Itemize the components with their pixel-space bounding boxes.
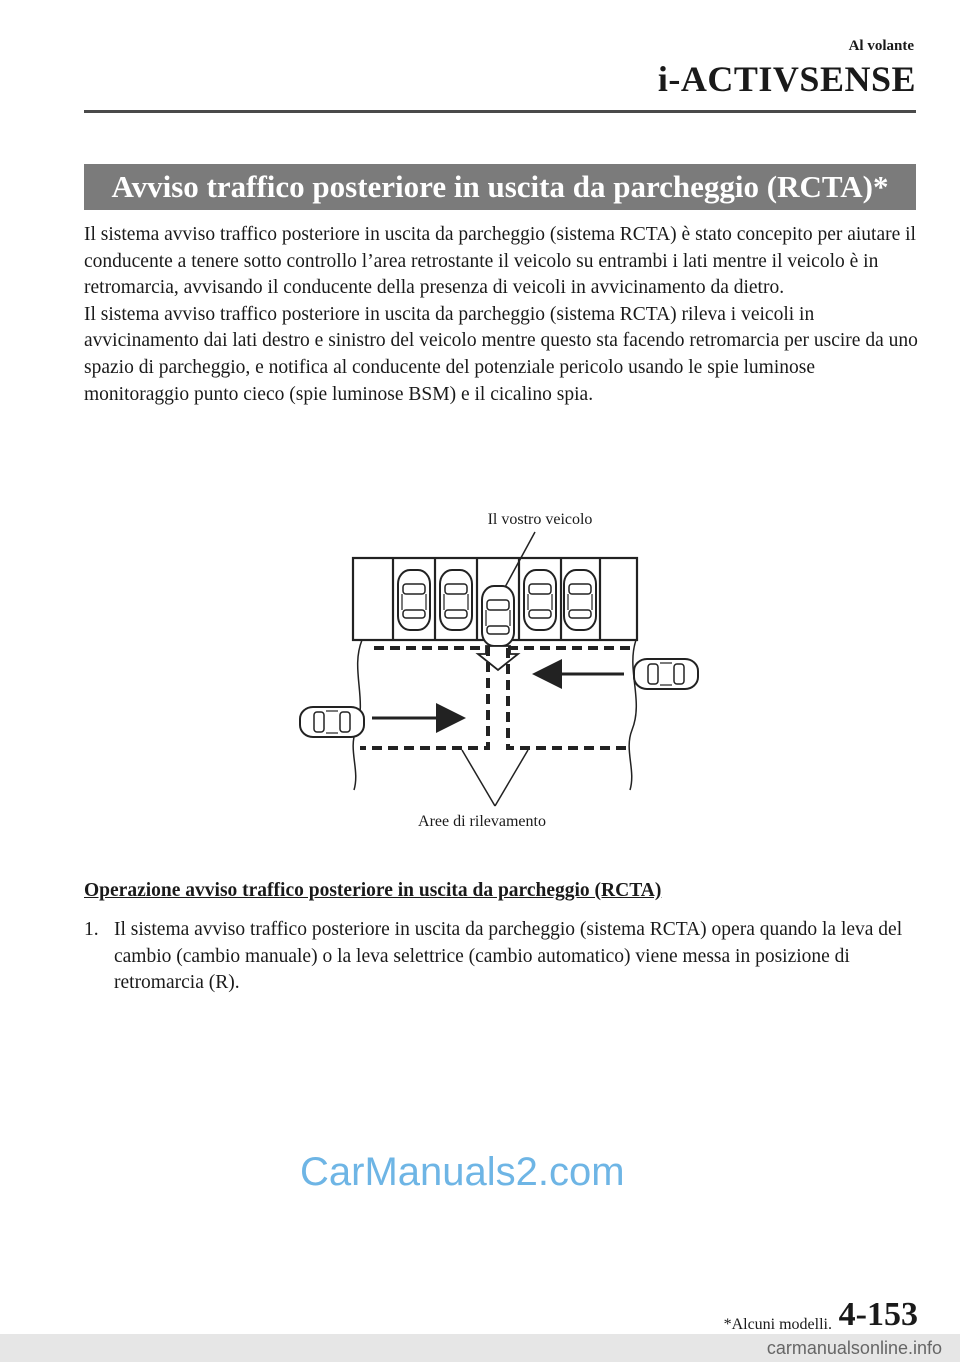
list-item	[84, 917, 920, 997]
header-divider	[84, 110, 916, 113]
operation-heading: Operazione avviso traffico posteriore in uscita da parcheggio (RCTA)	[84, 880, 662, 901]
footer-site-link[interactable]: carmanualsonline.info	[766, 1338, 942, 1358]
intro-text	[84, 222, 920, 408]
footnote: *Alcuni modelli.	[723, 1316, 832, 1333]
step-text: Il sistema avviso traffico posteriore in uscita da parcheggio (sistema RCTA) opera quando la leva del cambio (cambio manuale) o la leva selettrice (cambio automatico) viene messa in posizione di retromarcia (R).	[114, 919, 903, 994]
page-number: 4-153	[838, 1296, 918, 1333]
intro-paragraph-1: Il sistema avviso traffico posteriore in uscita da parcheggio (sistema RCTA) è stato concepito per aiutare il conducente a tenere sotto controllo l’area retrostante il veicolo su entrambi i lati mentre il veicolo è in retromarcia, avvisando il conducente della presenza di veicoli in avvicinamento da dietro.	[84, 224, 916, 299]
label-detection-areas: Aree di rilevamento	[418, 813, 546, 830]
section-header-title: i-ACTIVSENSE	[657, 59, 916, 99]
section-title-banner: Avviso traffico posteriore in uscita da parcheggio (RCTA)*	[84, 164, 916, 210]
chapter-label: Al volante	[848, 38, 914, 54]
intro-paragraph-2: Il sistema avviso traffico posteriore in uscita da parcheggio (sistema RCTA) rileva i veicoli in avvicinamento dai lati destro e sinistro del veicolo mentre questo sta facendo retromarcia per uscire da uno spazio di parcheggio, e notifica al conducente del potenziale pericolo usando le spie luminose monitoraggio punto cieco (spie luminose BSM) e il cicalino spia.	[84, 303, 918, 405]
footer-bar	[0, 1334, 960, 1362]
step-number: 1.	[84, 919, 99, 940]
watermark: CarManuals2.com	[300, 1150, 625, 1194]
label-your-vehicle: Il vostro veicolo	[487, 511, 593, 528]
operation-steps	[84, 917, 920, 997]
rcta-diagram	[290, 500, 710, 840]
